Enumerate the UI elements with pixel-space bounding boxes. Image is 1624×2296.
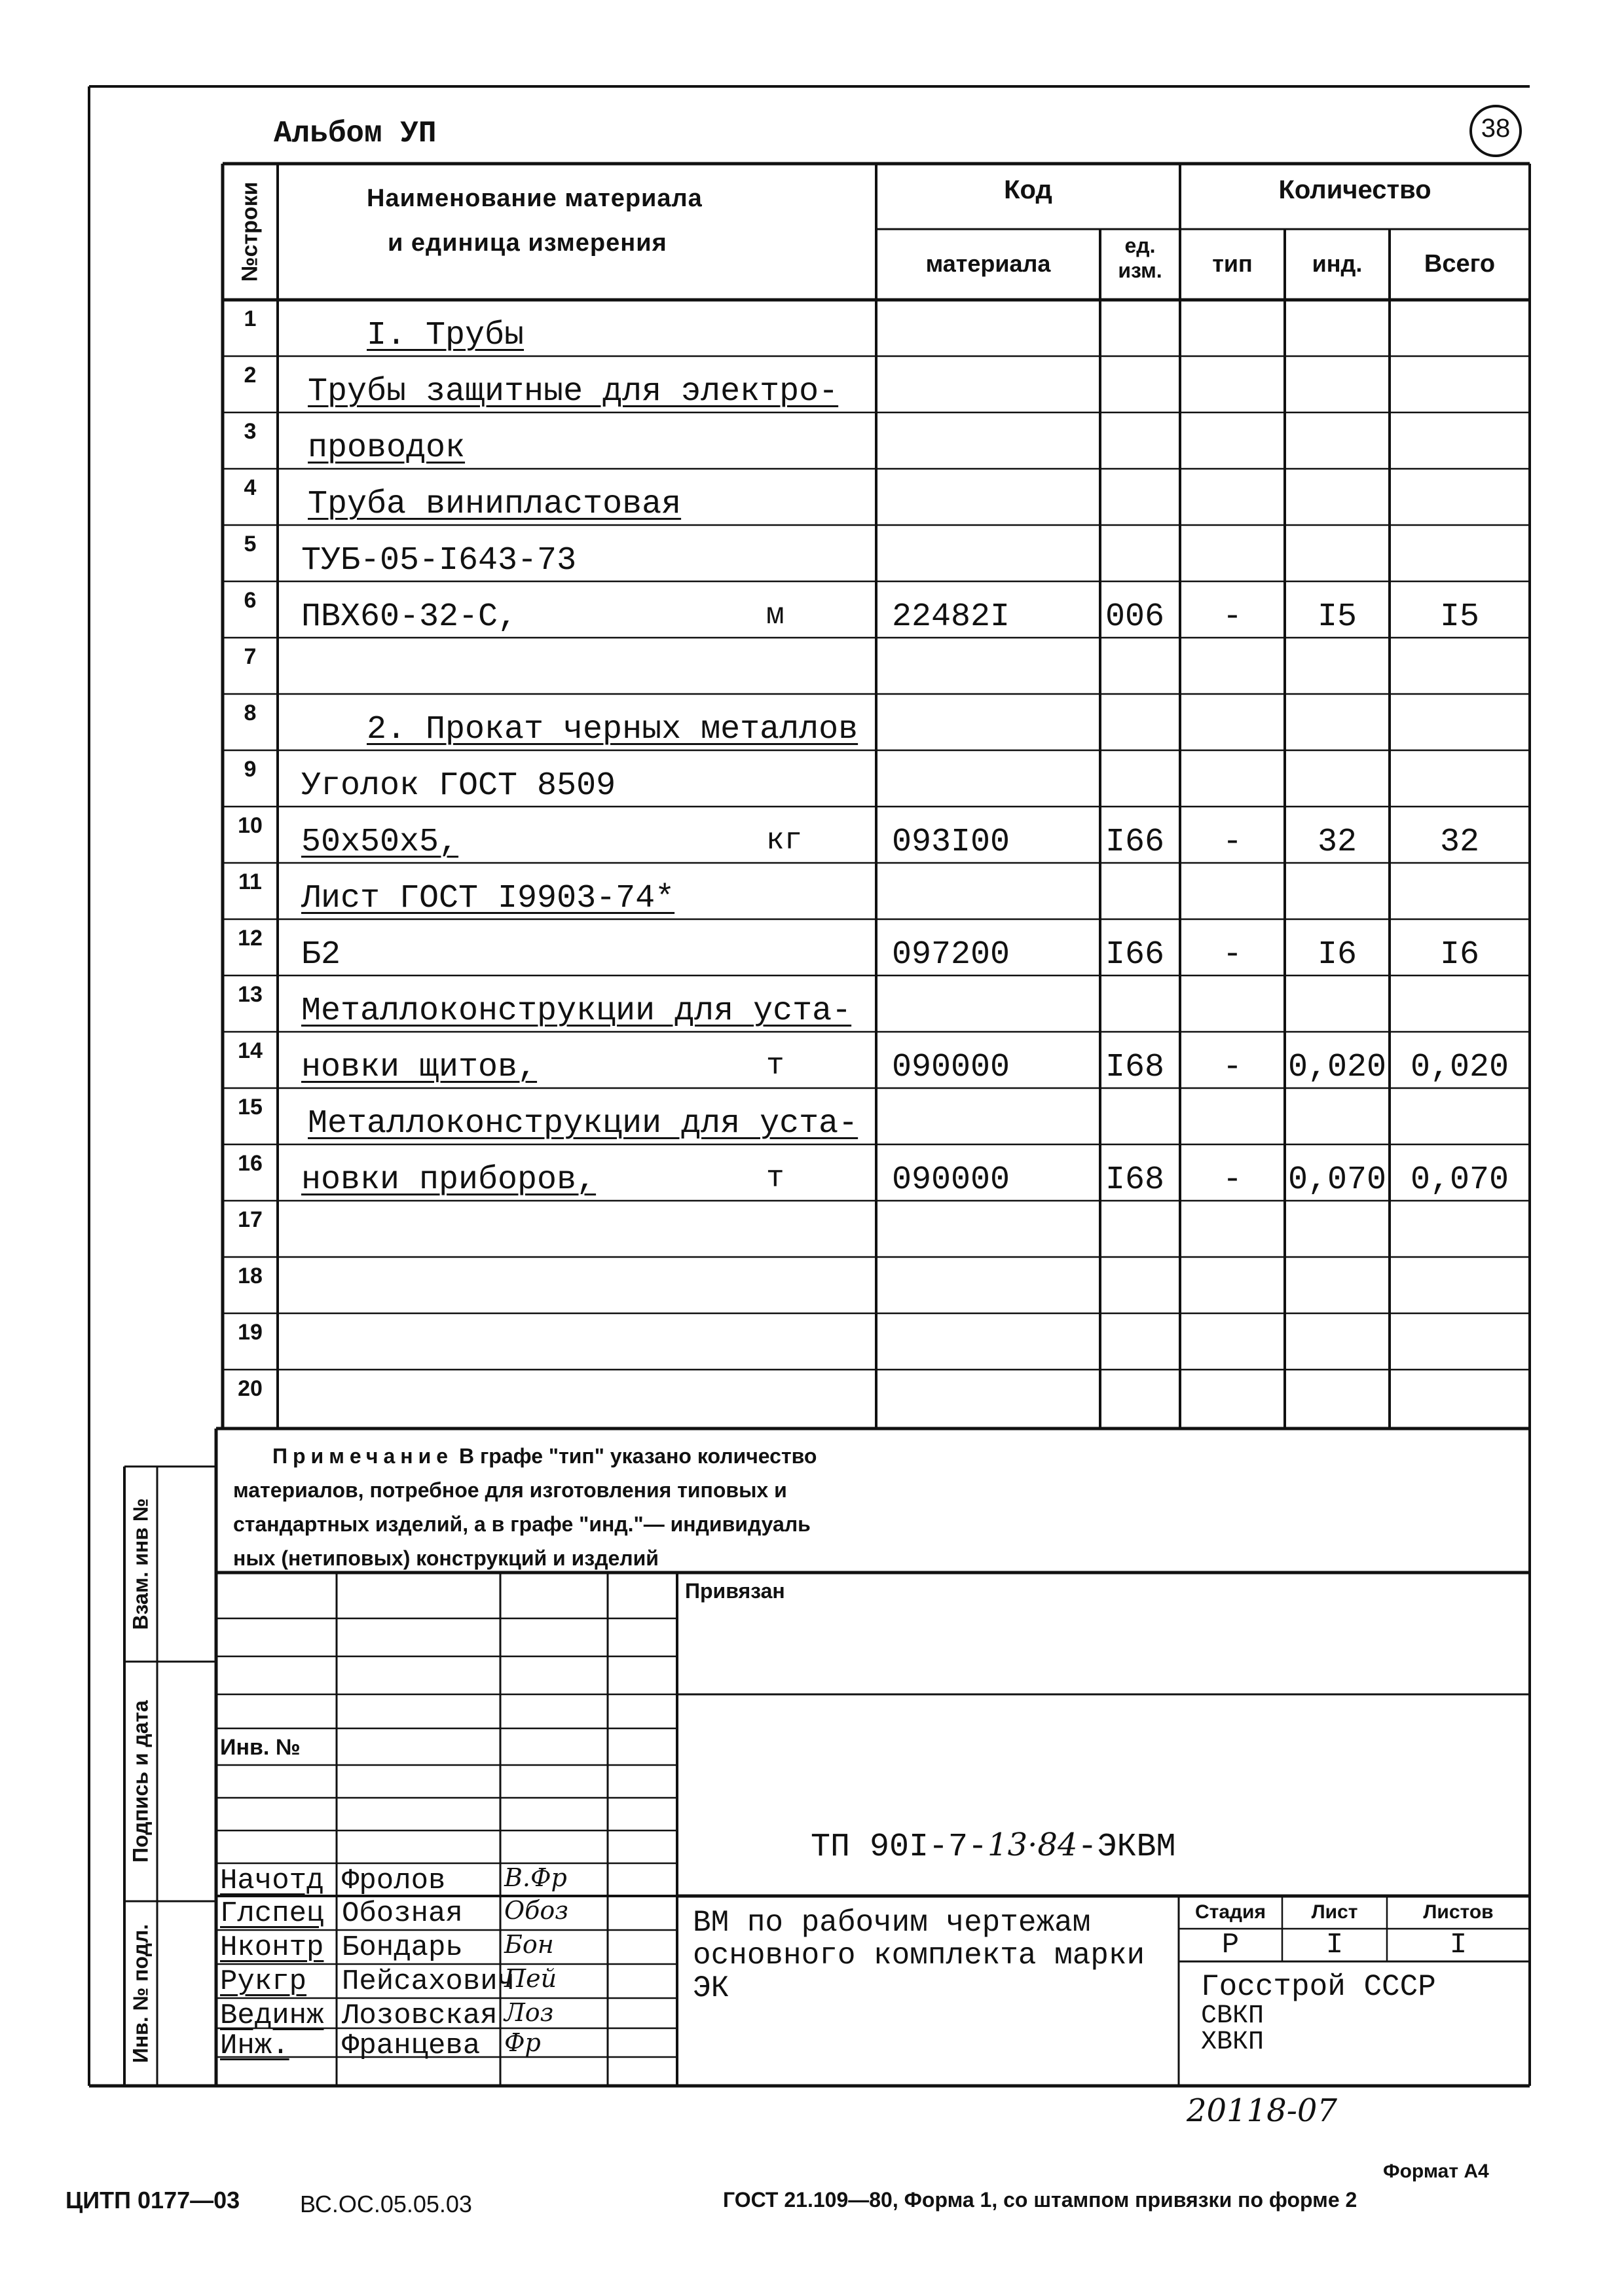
stamp-inv-no: Инв. № — [220, 1735, 301, 1760]
qty-total: 0,070 — [1410, 1161, 1509, 1199]
material-name: Б2 — [301, 936, 341, 974]
table-row — [223, 863, 1530, 919]
table-row — [223, 694, 1530, 750]
material-code: 097200 — [892, 936, 1010, 974]
signer-row — [216, 1999, 677, 2031]
note-text1: В графе "тип" указано количество — [453, 1444, 817, 1468]
signer-row — [216, 1897, 677, 1929]
qty-total: 32 — [1439, 824, 1479, 861]
signer-name: Фролов — [342, 1865, 446, 1897]
table-row — [223, 356, 1530, 412]
signature: Лоз — [504, 1998, 554, 2027]
signer-row — [216, 1965, 677, 1997]
row-number: 3 — [244, 419, 257, 444]
note-line4: ных (нетиповых) конструкций и изделий — [233, 1546, 659, 1570]
signer-role: Начотд — [220, 1865, 324, 1897]
qty-total: I5 — [1439, 598, 1479, 636]
signer-name: Пейсахович — [342, 1965, 515, 1998]
sheet-value: I — [1325, 1929, 1344, 1961]
material-name: Металлоконструкции для уста- — [308, 1105, 858, 1142]
qty-ind: 0,070 — [1287, 1161, 1387, 1199]
unit-of-measure: м — [766, 598, 784, 632]
row-number: 12 — [238, 926, 263, 951]
qty-ind: I6 — [1317, 936, 1357, 974]
header-material: материала — [925, 250, 1051, 277]
qty-ind: 0,020 — [1287, 1049, 1387, 1086]
material-name: ПВХ60-32-С, — [301, 598, 518, 636]
header-unit-line1: ед. — [1124, 234, 1156, 257]
table-row — [223, 975, 1530, 1032]
sheet-label: Лист — [1311, 1901, 1358, 1923]
stage-value: Р — [1221, 1929, 1240, 1961]
header-row-no-text: №строки — [237, 181, 263, 282]
footer-gost: ГОСТ 21.109—80, Форма 1, со штампом привязки по форме 2 — [723, 2188, 1357, 2212]
signer-name: Лозовская — [342, 1999, 498, 2032]
handwritten-number: 20118-07 — [1187, 2092, 1337, 2129]
signer-name: Бондарь — [342, 1931, 463, 1964]
signature: Бон — [504, 1930, 554, 1959]
row-number: 9 — [244, 757, 257, 782]
row-number: 16 — [238, 1151, 263, 1176]
table-row — [223, 525, 1530, 581]
table-row — [223, 1370, 1530, 1426]
note-lead: Примечание — [272, 1444, 454, 1468]
material-name: Уголок ГОСТ 8509 — [301, 767, 616, 805]
stage-label: Стадия — [1194, 1901, 1266, 1923]
sheets-label: Листов — [1423, 1901, 1494, 1923]
row-number: 18 — [238, 1264, 263, 1288]
signature: Фр — [504, 2028, 541, 2057]
footer-left: ЦИТП 0177—03 — [65, 2187, 240, 2214]
signer-row — [216, 1865, 677, 1896]
signer-role: Глспец — [220, 1897, 324, 1930]
row-number: 2 — [244, 363, 257, 388]
table-row — [223, 300, 1530, 356]
signer-row — [216, 1931, 677, 1963]
material-name: ТУБ-05-I643-73 — [301, 542, 577, 579]
note-line3: стандартных изделий, а в графе "инд."— индивидуаль — [233, 1512, 811, 1536]
material-code: 090000 — [892, 1049, 1010, 1086]
table-row — [223, 750, 1530, 807]
row-number: 19 — [238, 1320, 263, 1345]
note-block — [233, 1439, 817, 1575]
header-unit — [1100, 233, 1180, 283]
table-row — [223, 1257, 1530, 1313]
table-row — [223, 1144, 1530, 1201]
qty-type: - — [1222, 936, 1242, 974]
header-type: тип — [1212, 250, 1253, 277]
table-row — [223, 807, 1530, 863]
stamp-org — [1201, 1971, 1436, 2056]
table-row — [223, 412, 1530, 469]
unit-of-measure: кг — [766, 824, 803, 858]
stamp-title-line2: основного комплекта марки — [693, 1939, 1145, 1973]
table-row — [223, 919, 1530, 975]
org-line1: Госстрой СССР — [1201, 1970, 1436, 2004]
material-name: проводок — [308, 429, 466, 467]
signature: Обоз — [504, 1896, 568, 1925]
qty-total: 0,020 — [1410, 1049, 1509, 1086]
material-name: 50x50x5, — [301, 824, 459, 861]
row-number: 5 — [244, 532, 257, 556]
signature: В.Фр — [504, 1863, 567, 1892]
table-row — [223, 469, 1530, 525]
header-name-line2: и единица измерения — [388, 229, 667, 257]
side-inv-podl: Инв. № подл. — [128, 1923, 153, 2064]
unit-code: 006 — [1105, 598, 1165, 636]
stamp-title-line1: ВМ по рабочим чертежам — [693, 1906, 1091, 1940]
stamp-privyazan: Привязан — [685, 1579, 785, 1603]
unit-code: I68 — [1105, 1161, 1165, 1199]
table-row — [223, 1032, 1530, 1088]
material-name: новки щитов, — [301, 1049, 538, 1086]
table-row — [223, 1088, 1530, 1144]
album-title: Альбом УП — [274, 117, 437, 151]
doc-code-suffix: -ЭКВМ — [1077, 1829, 1176, 1866]
qty-type: - — [1222, 1049, 1242, 1086]
row-number: 6 — [244, 588, 257, 613]
row-number: 20 — [238, 1376, 263, 1401]
signer-row — [216, 2030, 677, 2061]
unit-code: I66 — [1105, 936, 1165, 974]
qty-total: I6 — [1439, 936, 1479, 974]
unit-code: I66 — [1105, 824, 1165, 861]
signer-role: Вединж — [220, 1999, 324, 2032]
qty-ind: 32 — [1317, 824, 1357, 861]
material-name: I. Трубы — [367, 317, 525, 354]
material-code: 093I00 — [892, 824, 1010, 861]
signer-name: Францева — [342, 2030, 481, 2062]
material-name: 2. Прокат черных металлов — [367, 711, 858, 748]
table-row — [223, 638, 1530, 694]
signer-role: Рукгр — [220, 1965, 307, 1998]
material-name: Труба винипластовая — [308, 486, 682, 523]
qty-type: - — [1222, 1161, 1242, 1199]
org-line3: ХВКП — [1201, 2028, 1264, 2057]
signer-role: Инж. — [220, 2030, 289, 2062]
stamp-title-line3: ЭК — [693, 1971, 729, 2005]
org-line2: СВКП — [1201, 2001, 1264, 2031]
row-number: 8 — [244, 701, 257, 725]
material-name: Лист ГОСТ I9903-74* — [301, 880, 675, 917]
side-vzam: Взам. инв № — [128, 1498, 153, 1630]
unit-code: I68 — [1105, 1049, 1165, 1086]
row-number: 17 — [238, 1207, 263, 1232]
row-number: 1 — [244, 306, 257, 331]
header-quantity: Количество — [1278, 175, 1431, 204]
table-row — [223, 1313, 1530, 1370]
signer-role: Нконтр — [220, 1931, 324, 1964]
header-code: Код — [1004, 175, 1052, 204]
header-row-no — [224, 165, 276, 299]
sheets-value: I — [1449, 1929, 1467, 1961]
row-number: 10 — [238, 813, 263, 838]
stamp-doc-code — [811, 1827, 1176, 1866]
side-podpis: Подпись и дата — [128, 1700, 153, 1863]
row-number: 4 — [244, 475, 257, 500]
table-row — [223, 581, 1530, 638]
material-name: Трубы защитные для электро- — [308, 373, 839, 410]
doc-code-prefix: ТП 90I-7- — [811, 1829, 988, 1866]
signer-name: Обозная — [342, 1897, 463, 1930]
material-name: новки приборов, — [301, 1161, 597, 1199]
header-total: Всего — [1424, 250, 1496, 278]
header-ind: инд. — [1312, 250, 1363, 277]
format-label: Формат А4 — [1383, 2160, 1489, 2182]
note-line1 — [233, 1439, 817, 1473]
header-name-line1: Наименование материала — [367, 185, 703, 212]
footer-code: ВС.ОС.05.05.03 — [300, 2191, 472, 2217]
note-line2: материалов, потребное для изготовления типовых и — [233, 1478, 787, 1502]
material-name: Металлоконструкции для уста- — [301, 993, 852, 1030]
header-unit-line2: изм. — [1118, 259, 1162, 282]
qty-ind: I5 — [1317, 598, 1357, 636]
row-number: 15 — [238, 1095, 263, 1120]
doc-code-handwritten: 13·84 — [987, 1827, 1078, 1863]
row-number: 13 — [238, 982, 263, 1007]
row-number: 11 — [238, 869, 262, 894]
row-number: 14 — [238, 1038, 263, 1063]
qty-type: - — [1222, 598, 1242, 636]
stamp-title — [693, 1906, 1145, 2005]
qty-type: - — [1222, 824, 1242, 861]
material-code: 090000 — [892, 1161, 1010, 1199]
unit-of-measure: т — [766, 1161, 784, 1195]
table-row — [223, 1201, 1530, 1257]
signature: Пей — [504, 1964, 557, 1993]
row-number: 7 — [244, 644, 257, 669]
page-number: 38 — [1481, 114, 1511, 143]
unit-of-measure: т — [766, 1049, 784, 1083]
material-code: 22482I — [892, 598, 1010, 636]
